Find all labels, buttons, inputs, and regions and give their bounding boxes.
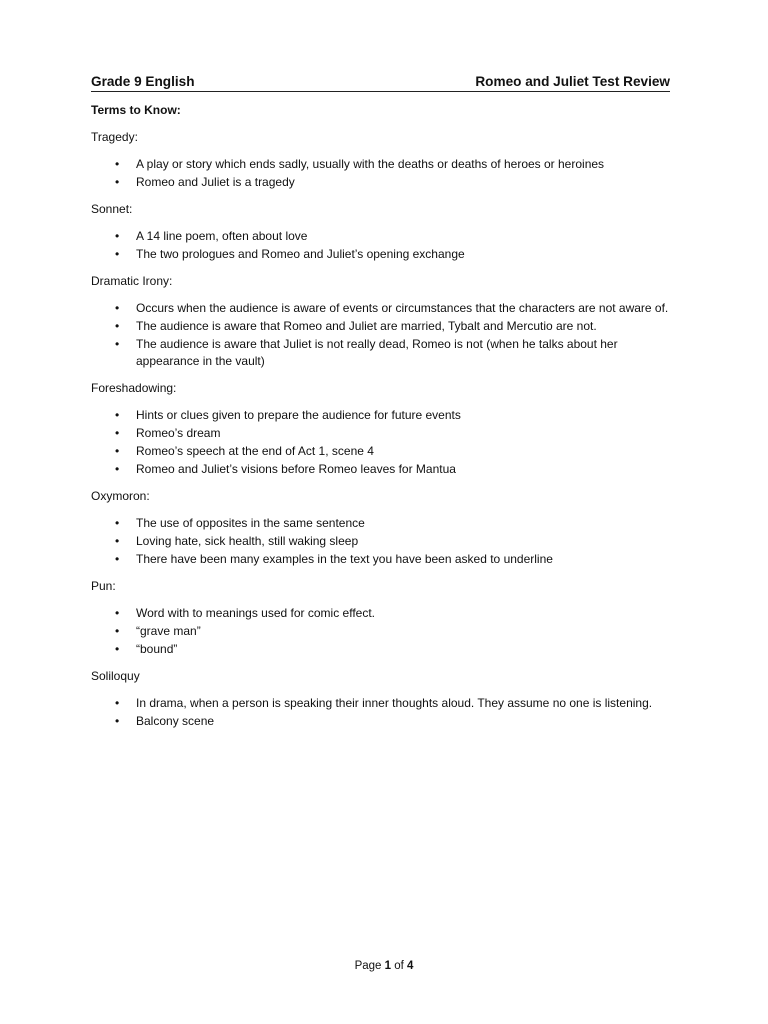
bullet-item [91,407,681,424]
term-bullet-list [91,407,691,478]
term-heading: Pun: [91,579,116,593]
bullet-icon: • [115,696,120,710]
term-section [91,668,691,730]
term-heading: Foreshadowing: [91,381,177,395]
bullet-icon: • [115,301,120,315]
bullet-icon: • [115,175,120,189]
bullet-icon: • [115,714,120,728]
bullet-text: Hints or clues given to prepare the audience for future events [136,408,461,422]
document-title: Romeo and Juliet Test Review [475,74,670,89]
bullet-item [91,713,681,730]
term-heading: Soliloquy [91,669,140,683]
of-word: of [394,960,404,972]
bullet-icon: • [115,462,120,476]
bullet-text: Occurs when the audience is aware of events or circumstances that the characters are not aware of. [136,301,669,315]
bullet-text: The use of opposites in the same sentence [136,516,365,530]
term-section [91,488,691,568]
bullet-icon: • [115,552,120,566]
bullet-text: “bound” [136,642,178,656]
bullet-item [91,461,681,478]
bullet-text: A play or story which ends sadly, usually with the deaths or deaths of heroes or heroines [136,157,605,171]
term-bullet-list [91,515,691,568]
bullet-icon: • [115,642,120,656]
bullet-item [91,515,681,532]
bullet-icon: • [115,516,120,530]
bullet-item [91,425,681,442]
total-pages-number: 4 [407,960,414,972]
bullet-item [91,623,681,640]
bullet-item [91,443,681,460]
bullet-icon: • [115,444,120,458]
term-section [91,578,691,658]
bullet-item [91,156,681,173]
bullet-text: A 14 line poem, often about love [136,229,308,243]
term-bullet-list [91,228,691,263]
bullet-item [91,246,681,263]
term-heading: Oxymoron: [91,489,150,503]
term-bullet-list [91,695,691,730]
term-section [91,273,691,370]
term-section [91,201,691,263]
term-section [91,129,691,191]
bullet-icon: • [115,319,120,333]
page-header [91,73,670,92]
term-heading: Dramatic Irony: [91,274,173,288]
bullet-item [91,300,681,317]
bullet-icon: • [115,337,120,351]
bullet-icon: • [115,426,120,440]
bullet-text: Romeo and Juliet’s visions before Romeo leaves for Mantua [136,462,456,476]
page-footer [0,960,768,972]
bullet-text: In drama, when a person is speaking their inner thoughts aloud. They assume no one is listening. [136,696,653,710]
bullet-text: The audience is aware that Juliet is not really dead, Romeo is not (when he talks about her appearance in the vault) [136,337,618,368]
course-title: Grade 9 English [91,74,195,89]
term-heading: Sonnet: [91,202,133,216]
bullet-item [91,605,681,622]
bullet-icon: • [115,229,120,243]
bullet-item [91,641,681,658]
bullet-icon: • [115,534,120,548]
bullet-text: Romeo’s speech at the end of Act 1, scene 4 [136,444,374,458]
bullet-item [91,695,681,712]
term-bullet-list [91,605,691,658]
bullet-text: There have been many examples in the text you have been asked to underline [136,552,553,566]
bullet-icon: • [115,408,120,422]
bullet-icon: • [115,606,120,620]
term-bullet-list [91,300,691,370]
section-title: Terms to Know: [91,103,181,117]
term-section [91,380,691,478]
bullet-item [91,174,681,191]
bullet-item [91,318,681,335]
bullet-text: Word with to meanings used for comic effect. [136,606,375,620]
term-bullet-list [91,156,691,191]
bullet-text: The audience is aware that Romeo and Juliet are married, Tybalt and Mercutio are not. [136,319,597,333]
current-page-number: 1 [384,960,392,972]
bullet-icon: • [115,157,120,171]
bullet-item [91,551,681,568]
terms-list [91,129,691,730]
bullet-item [91,336,681,370]
bullet-text: The two prologues and Romeo and Juliet’s opening exchange [136,247,465,261]
bullet-text: Romeo’s dream [136,426,221,440]
page-word: Page [354,960,382,972]
bullet-text: Romeo and Juliet is a tragedy [136,175,295,189]
bullet-text: Loving hate, sick health, still waking sleep [136,534,359,548]
bullet-icon: • [115,624,120,638]
bullet-text: Balcony scene [136,714,215,728]
document-body [91,102,691,740]
bullet-item [91,228,681,245]
bullet-text: “grave man” [136,624,201,638]
term-heading: Tragedy: [91,130,138,144]
bullet-icon: • [115,247,120,261]
bullet-item [91,533,681,550]
